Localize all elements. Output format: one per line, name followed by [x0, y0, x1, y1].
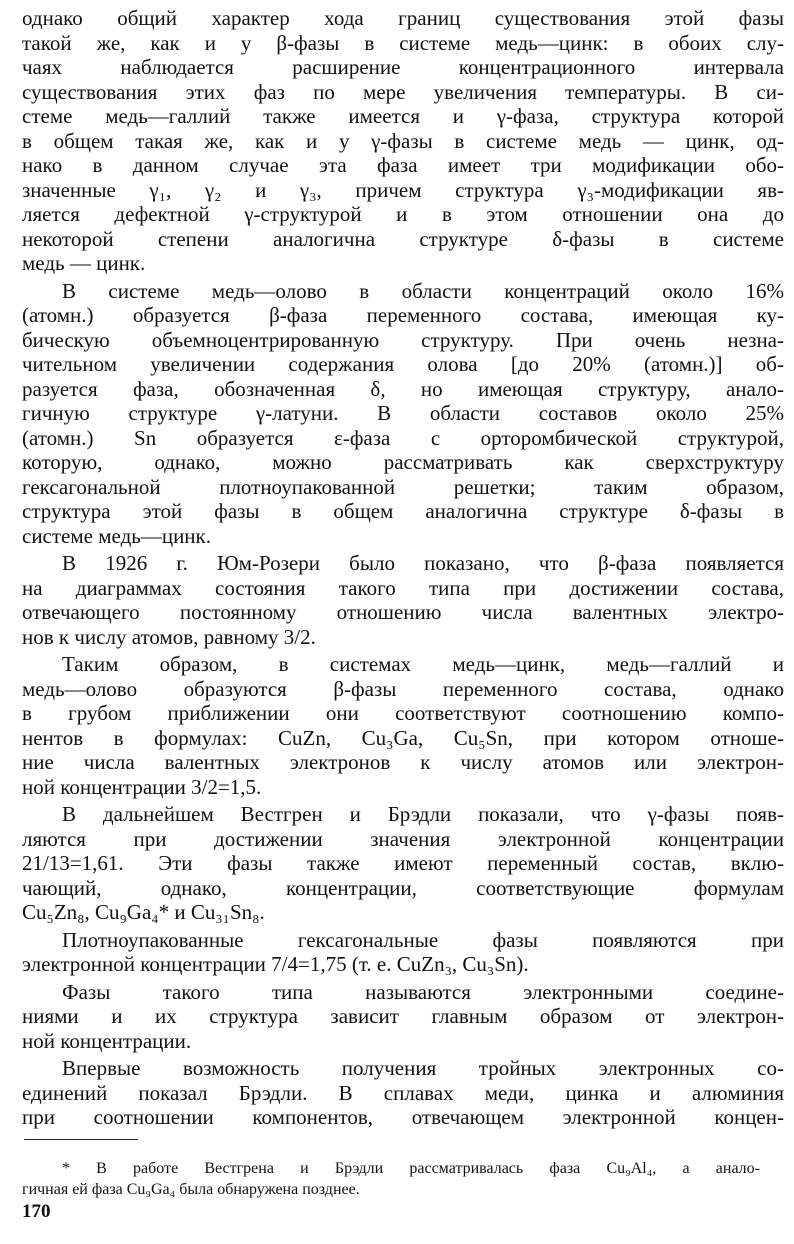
main-text	[22, 6, 784, 1133]
text-line: медь—олово образуются β-фазы переменного состава, однако	[22, 676, 784, 701]
page-number: 170	[22, 1201, 51, 1222]
text-line: гексагональной плотноупакованной решетки; таким образом,	[22, 474, 784, 499]
text-line: гичную структуре γ-латуни. В области составов около 25%	[22, 401, 784, 425]
text-line: ной концентрации 3/2=1,5.	[22, 774, 262, 799]
text-line: отвечающего постоянному отношению числа валентных электро-	[22, 600, 784, 624]
text-line: медь — цинк.	[22, 251, 146, 275]
text-line: ние числа валентных электронов к числу атомов или электрон-	[22, 750, 784, 774]
text-line: (атомн.) образуется β-фаза переменного состава, имеющая ку-	[22, 303, 784, 327]
footnote	[22, 1158, 760, 1200]
footnote-divider	[24, 1139, 138, 1140]
text-line: (атомн.) Sn образуется ε-фаза с орторомбической структурой,	[22, 425, 784, 450]
text-line: Cu₅Zn₈, Cu₉Ga₄* и Cu₃₁Sn₈.	[22, 900, 265, 924]
text-line: некоторой степени аналогична структуре δ-фазы в системе	[22, 226, 784, 251]
paragraph	[22, 279, 784, 549]
text-line: В 1926 г. Юм-Розери было показано, что β-фаза появляется	[62, 551, 784, 575]
text-line: нако в данном случае эта фаза имеет три модификации обо-	[22, 153, 784, 177]
text-line: на диаграммах состояния такого типа при достижении состава,	[22, 575, 784, 600]
text-line: в общем такая же, как и у γ-фазы в системе медь — цинк, од-	[22, 128, 784, 153]
footnote-line: гичная ей фаза Cu₉Ga₄ была обнаружена позднее.	[22, 1181, 360, 1198]
text-line: Фазы такого типа называются электронными соедине-	[62, 979, 784, 1004]
text-line: структура этой фазы в общем аналогична структуре δ-фазы в	[22, 499, 784, 523]
text-line: значенные γ₁, γ₂ и γ₃, причем структура γ₃-модификации яв-	[22, 177, 784, 202]
paragraph	[22, 928, 784, 977]
paragraph	[22, 6, 784, 276]
text-line: электронной концентрации 7/4=1,75 (т. е. CuZn₃, Cu₃Sn).	[22, 952, 529, 976]
text-line: ной концентрации.	[22, 1028, 192, 1053]
text-line: в грубом приближении они соответствуют соотношению компо-	[22, 701, 784, 725]
paragraph	[22, 1056, 784, 1130]
text-line: однако общий характер хода границ существования этой фазы	[22, 6, 784, 30]
paragraph	[22, 652, 784, 799]
text-line: чающий, однако, концентрации, соответствующие формулам	[22, 875, 784, 900]
paragraph	[22, 802, 784, 925]
paragraph	[22, 551, 784, 649]
text-line: Плотноупакованные гексагональные фазы появляются при	[62, 927, 784, 952]
text-line: 21/13=1,61. Эти фазы также имеют переменный состав, вклю-	[22, 851, 784, 875]
text-line: ляются при достижении значения электронной концентрации	[22, 826, 784, 851]
text-line: нов к числу атомов, равному 3/2.	[22, 624, 316, 649]
text-line: такой же, как и у β-фазы в системе медь—цинк: в обоих слу-	[22, 30, 784, 55]
text-line: единений показал Брэдли. В сплавах меди, цинка и алюминия	[22, 1080, 784, 1105]
footnote-line: * В работе Вестгрена и Брэдли рассматривалась фаза Cu₉Al₄, а анало-	[62, 1160, 760, 1177]
paragraph	[22, 980, 784, 1054]
text-line: чительном увеличении содержания олова [до 20% (атомн.)] об-	[22, 352, 784, 376]
text-line: ниями и их структура зависит главным образом от электрон-	[22, 1004, 784, 1028]
text-line: системе медь—цинк.	[22, 523, 211, 548]
text-line: В дальнейшем Вестгрен и Брэдли показали, что γ-фазы появ-	[62, 802, 784, 826]
text-line: ляется дефектной γ-структурой и в этом отношении она до	[22, 202, 784, 226]
text-line: бическую объемноцентрированную структуру. При очень незна-	[22, 327, 784, 352]
text-line: при соотношении компонентов, отвечающем электронной концен-	[22, 1105, 784, 1129]
text-line: стеме медь—галлий также имеется и γ-фаза, структура которой	[22, 104, 784, 128]
text-line: существования этих фаз по мере увеличения температуры. В си-	[22, 79, 784, 104]
text-line: чаях наблюдается расширение концентрационного интервала	[22, 55, 784, 79]
text-line: нентов в формулах: CuZn, Cu₃Ga, Cu₅Sn, при котором отноше-	[22, 725, 784, 750]
text-line: Таким образом, в системах медь—цинк, медь—галлий и	[62, 652, 784, 676]
text-line: В системе медь—олово в области концентраций около 16%	[62, 278, 784, 303]
text-line: которую, однако, можно рассматривать как сверхструктуру	[22, 450, 784, 474]
text-line: разуется фаза, обозначенная δ, но имеющая структуру, анало-	[22, 376, 784, 401]
text-line: Впервые возможность получения тройных электронных со-	[62, 1056, 784, 1080]
